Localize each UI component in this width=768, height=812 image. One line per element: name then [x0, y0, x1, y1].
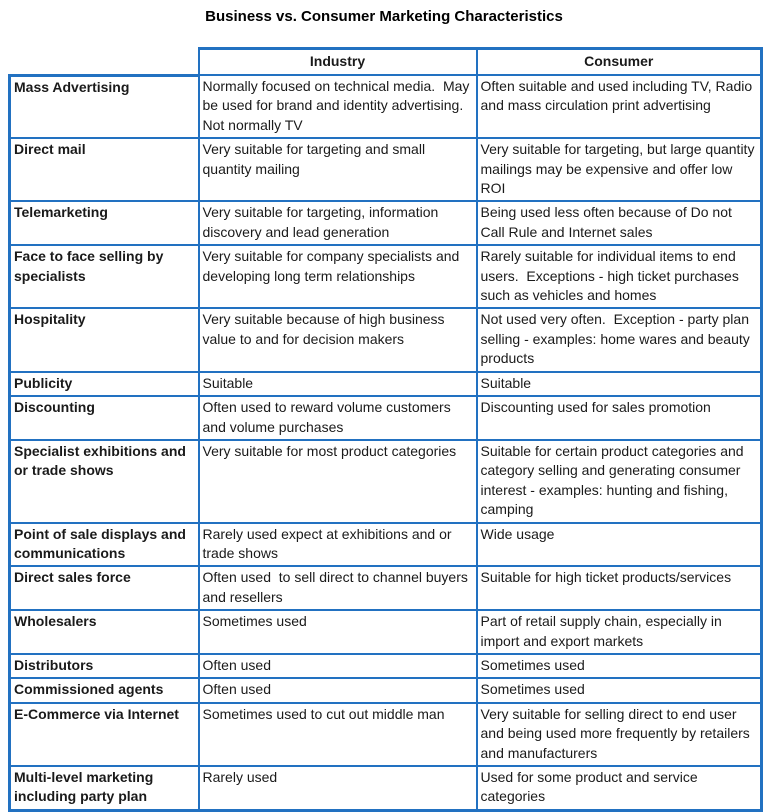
row-label: Face to face selling by specialists [10, 245, 199, 308]
industry-cell: Very suitable for targeting and small quantity mailing [199, 138, 477, 201]
table-row [10, 138, 762, 201]
industry-cell: Often used to sell direct to channel buyers and resellers [199, 566, 477, 610]
table-row [10, 440, 762, 523]
table-row [10, 566, 762, 610]
consumer-cell: Suitable for high ticket products/services [477, 566, 762, 610]
industry-cell: Sometimes used [199, 610, 477, 654]
table-row [10, 308, 762, 371]
industry-cell: Very suitable because of high business value to and for decision makers [199, 308, 477, 371]
consumer-cell: Suitable [477, 372, 762, 396]
row-label: Multi-level marketing including party plan [10, 766, 199, 810]
industry-cell: Very suitable for targeting, information discovery and lead generation [199, 201, 477, 245]
header-industry: Industry [199, 49, 477, 76]
table-row [10, 396, 762, 440]
table-row [10, 610, 762, 654]
consumer-cell: Part of retail supply chain, especially in import and export markets [477, 610, 762, 654]
table-row [10, 245, 762, 308]
consumer-cell: Sometimes used [477, 654, 762, 678]
industry-cell: Rarely used expect at exhibitions and or trade shows [199, 523, 477, 567]
comparison-table [8, 47, 763, 812]
header-corner-blank [10, 49, 199, 76]
industry-cell: Very suitable for most product categories [199, 440, 477, 523]
row-label: E-Commerce via Internet [10, 703, 199, 766]
industry-cell: Often used [199, 678, 477, 702]
table-row [10, 678, 762, 702]
row-label: Direct sales force [10, 566, 199, 610]
consumer-cell: Wide usage [477, 523, 762, 567]
table-row [10, 201, 762, 245]
industry-cell: Often used [199, 654, 477, 678]
table-row [10, 654, 762, 678]
row-label: Wholesalers [10, 610, 199, 654]
industry-cell: Suitable [199, 372, 477, 396]
table-row [10, 75, 762, 138]
industry-cell: Often used to reward volume customers and volume purchases [199, 396, 477, 440]
row-label: Hospitality [10, 308, 199, 371]
row-label: Commissioned agents [10, 678, 199, 702]
row-label: Discounting [10, 396, 199, 440]
consumer-cell: Often suitable and used including TV, Radio and mass circulation print advertising [477, 75, 762, 138]
consumer-cell: Used for some product and service categories [477, 766, 762, 810]
row-label: Point of sale displays and communications [10, 523, 199, 567]
industry-cell: Very suitable for company specialists and developing long term relationships [199, 245, 477, 308]
row-label: Mass Advertising [10, 75, 199, 138]
row-label: Publicity [10, 372, 199, 396]
table-body [10, 75, 762, 810]
industry-cell: Sometimes used to cut out middle man [199, 703, 477, 766]
consumer-cell: Discounting used for sales promotion [477, 396, 762, 440]
table-header [10, 49, 762, 76]
table-row [10, 703, 762, 766]
industry-cell: Rarely used [199, 766, 477, 810]
header-row [10, 49, 762, 76]
table-row [10, 766, 762, 810]
industry-cell: Normally focused on technical media. May be used for brand and identity advertising. Not normally TV [199, 75, 477, 138]
row-label: Telemarketing [10, 201, 199, 245]
consumer-cell: Very suitable for targeting, but large quantity mailings may be expensive and offer low ROI [477, 138, 762, 201]
consumer-cell: Being used less often because of Do not Call Rule and Internet sales [477, 201, 762, 245]
row-label: Specialist exhibitions and or trade shows [10, 440, 199, 523]
consumer-cell: Not used very often. Exception - party plan selling - examples: home wares and beauty products [477, 308, 762, 371]
table-row [10, 523, 762, 567]
consumer-cell: Very suitable for selling direct to end user and being used more frequently by retailers and manufacturers [477, 703, 762, 766]
consumer-cell: Rarely suitable for individual items to end users. Exceptions - high ticket purchases such as vehicles and homes [477, 245, 762, 308]
table-row [10, 372, 762, 396]
row-label: Distributors [10, 654, 199, 678]
consumer-cell: Sometimes used [477, 678, 762, 702]
row-label: Direct mail [10, 138, 199, 201]
page-title: Business vs. Consumer Marketing Characteristics [205, 8, 563, 25]
header-consumer: Consumer [477, 49, 762, 76]
consumer-cell: Suitable for certain product categories and category selling and generating consumer interest - examples: hunting and fishing, camping [477, 440, 762, 523]
